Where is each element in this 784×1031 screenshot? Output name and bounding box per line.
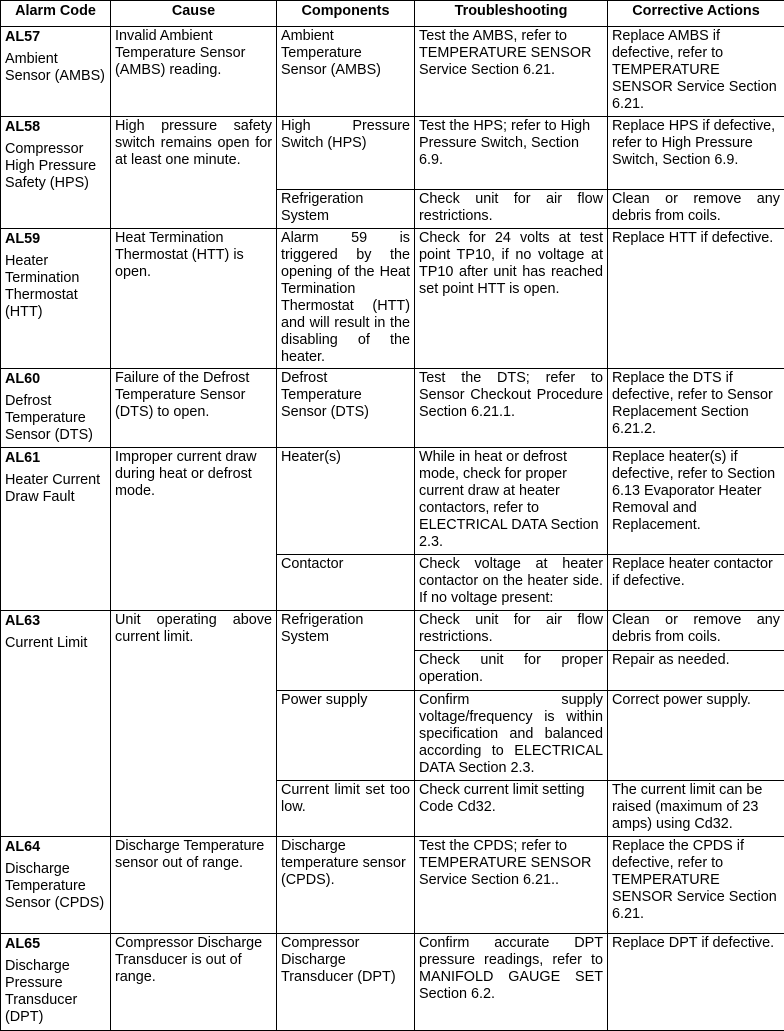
component-cell: Contactor xyxy=(277,555,415,611)
alarm-code: AL60 xyxy=(5,371,106,388)
corrective-action-cell: The current limit can be raised (maximum of 23 amps) using Cd32. xyxy=(608,781,784,837)
component-cell: Compressor Discharge Transducer (DPT) xyxy=(277,934,415,1031)
alarm-code-cell xyxy=(1,369,111,448)
troubleshooting-cell: Confirm supply voltage/frequency is within specification and balanced according to ELECTRICAL DATA Section 2.3. xyxy=(415,691,608,781)
cause-cell: Compressor Discharge Transducer is out of range. xyxy=(111,934,277,1031)
table-row xyxy=(1,934,784,1031)
alarm-name: Discharge Pressure Transducer (DPT) xyxy=(5,958,106,1026)
alarm-code-cell xyxy=(1,448,111,611)
alarm-code: AL64 xyxy=(5,839,106,856)
troubleshooting-cell: Check current limit setting Code Cd32. xyxy=(415,781,608,837)
corrective-action-cell: Replace AMBS if defective, refer to TEMPERATURE SENSOR Service Section 6.21. xyxy=(608,27,784,117)
alarm-code: AL58 xyxy=(5,119,106,136)
alarm-name: Discharge Temperature Sensor (CPDS) xyxy=(5,861,106,912)
cause-cell: Failure of the Defrost Temperature Sensor (DTS) to open. xyxy=(111,369,277,448)
alarm-code: AL63 xyxy=(5,613,106,630)
alarm-code-cell xyxy=(1,27,111,117)
component-cell: Refrigeration System xyxy=(277,611,415,691)
component-cell: Refrigeration System xyxy=(277,190,415,229)
alarm-name: Heater Current Draw Fault xyxy=(5,472,106,506)
cause-cell: Heat Termination Thermostat (HTT) is open. xyxy=(111,229,277,369)
table-row xyxy=(1,27,784,117)
component-cell: Current limit set too low. xyxy=(277,781,415,837)
cause-cell: High pressure safety switch remains open for at least one minute. xyxy=(111,117,277,229)
corrective-action-cell: Replace heater contactor if defective. xyxy=(608,555,784,611)
troubleshooting-cell: While in heat or defrost mode, check for proper current draw at heater contactors, refer to ELECTRICAL DATA Section 2.3. xyxy=(415,448,608,555)
table-row xyxy=(1,229,784,369)
alarm-name: Defrost Temperature Sensor (DTS) xyxy=(5,393,106,444)
component-cell: Power supply xyxy=(277,691,415,781)
alarm-name: Compressor High Pressure Safety (HPS) xyxy=(5,141,106,192)
alarm-code: AL61 xyxy=(5,450,106,467)
alarm-name: Current Limit xyxy=(5,635,106,652)
troubleshooting-cell: Test the AMBS, refer to TEMPERATURE SENSOR Service Section 6.21. xyxy=(415,27,608,117)
cause-cell: Improper current draw during heat or defrost mode. xyxy=(111,448,277,611)
corrective-action-cell: Replace the DTS if defective, refer to Sensor Replacement Section 6.21.2. xyxy=(608,369,784,448)
alarm-code: AL59 xyxy=(5,231,106,248)
alarm-code: AL57 xyxy=(5,29,106,46)
header-row xyxy=(1,1,784,27)
component-cell: Alarm 59 is triggered by the opening of the Heat Termination Thermostat (HTT) and will result in the disabling of the heater. xyxy=(277,229,415,369)
table-row xyxy=(1,448,784,555)
corrective-action-cell: Replace the CPDS if defective, refer to TEMPERATURE SENSOR Service Section 6.21. xyxy=(608,837,784,934)
corrective-action-cell: Replace DPT if defective. xyxy=(608,934,784,1031)
corrective-action-cell: Replace HPS if defective, refer to High Pressure Switch, Section 6.9. xyxy=(608,117,784,190)
table-row xyxy=(1,837,784,934)
troubleshooting-cell: Test the HPS; refer to High Pressure Switch, Section 6.9. xyxy=(415,117,608,190)
corrective-action-cell: Replace heater(s) if defective, refer to Section 6.13 Evaporator Heater Removal and Replacement. xyxy=(608,448,784,555)
cause-cell: Invalid Ambient Temperature Sensor (AMBS) reading. xyxy=(111,27,277,117)
cause-cell: Unit operating above current limit. xyxy=(111,611,277,837)
component-cell: High Pressure Switch (HPS) xyxy=(277,117,415,190)
table-row xyxy=(1,611,784,651)
alarm-code: AL65 xyxy=(5,936,106,953)
alarm-code-cell xyxy=(1,229,111,369)
corrective-action-cell: Clean or remove any debris from coils. xyxy=(608,190,784,229)
header-components: Components xyxy=(277,1,415,27)
troubleshooting-cell: Check unit for proper operation. xyxy=(415,651,608,691)
header-alarm-code: Alarm Code xyxy=(1,1,111,27)
header-corrective-actions: Corrective Actions xyxy=(608,1,784,27)
corrective-action-cell: Replace HTT if defective. xyxy=(608,229,784,369)
troubleshooting-cell: Check unit for air flow restrictions. xyxy=(415,611,608,651)
header-cause: Cause xyxy=(111,1,277,27)
troubleshooting-cell: Test the DTS; refer to Sensor Checkout Procedure Section 6.21.1. xyxy=(415,369,608,448)
table-row xyxy=(1,117,784,190)
alarm-code-cell xyxy=(1,611,111,837)
troubleshooting-cell: Check unit for air flow restrictions. xyxy=(415,190,608,229)
component-cell: Heater(s) xyxy=(277,448,415,555)
component-cell: Defrost Temperature Sensor (DTS) xyxy=(277,369,415,448)
alarm-name: Ambient Sensor (AMBS) xyxy=(5,51,106,85)
troubleshooting-cell: Test the CPDS; refer to TEMPERATURE SENSOR Service Section 6.21.. xyxy=(415,837,608,934)
cause-cell: Discharge Temperature sensor out of range. xyxy=(111,837,277,934)
alarm-code-cell xyxy=(1,837,111,934)
troubleshooting-cell: Confirm accurate DPT pressure readings, refer to MANIFOLD GAUGE SET Section 6.2. xyxy=(415,934,608,1031)
component-cell: Discharge temperature sensor (CPDS). xyxy=(277,837,415,934)
troubleshooting-cell: Check voltage at heater contactor on the heater side. If no voltage present: xyxy=(415,555,608,611)
table-row xyxy=(1,369,784,448)
corrective-action-cell: Clean or remove any debris from coils. xyxy=(608,611,784,651)
component-cell: Ambient Temperature Sensor (AMBS) xyxy=(277,27,415,117)
troubleshooting-cell: Check for 24 volts at test point TP10, if no voltage at TP10 after unit has reached set point HTT is open. xyxy=(415,229,608,369)
alarm-code-cell xyxy=(1,117,111,229)
corrective-action-cell: Correct power supply. xyxy=(608,691,784,781)
alarm-name: Heater Termination Thermostat (HTT) xyxy=(5,253,106,321)
header-troubleshooting: Troubleshooting xyxy=(415,1,608,27)
corrective-action-cell: Repair as needed. xyxy=(608,651,784,691)
alarm-code-cell xyxy=(1,934,111,1031)
